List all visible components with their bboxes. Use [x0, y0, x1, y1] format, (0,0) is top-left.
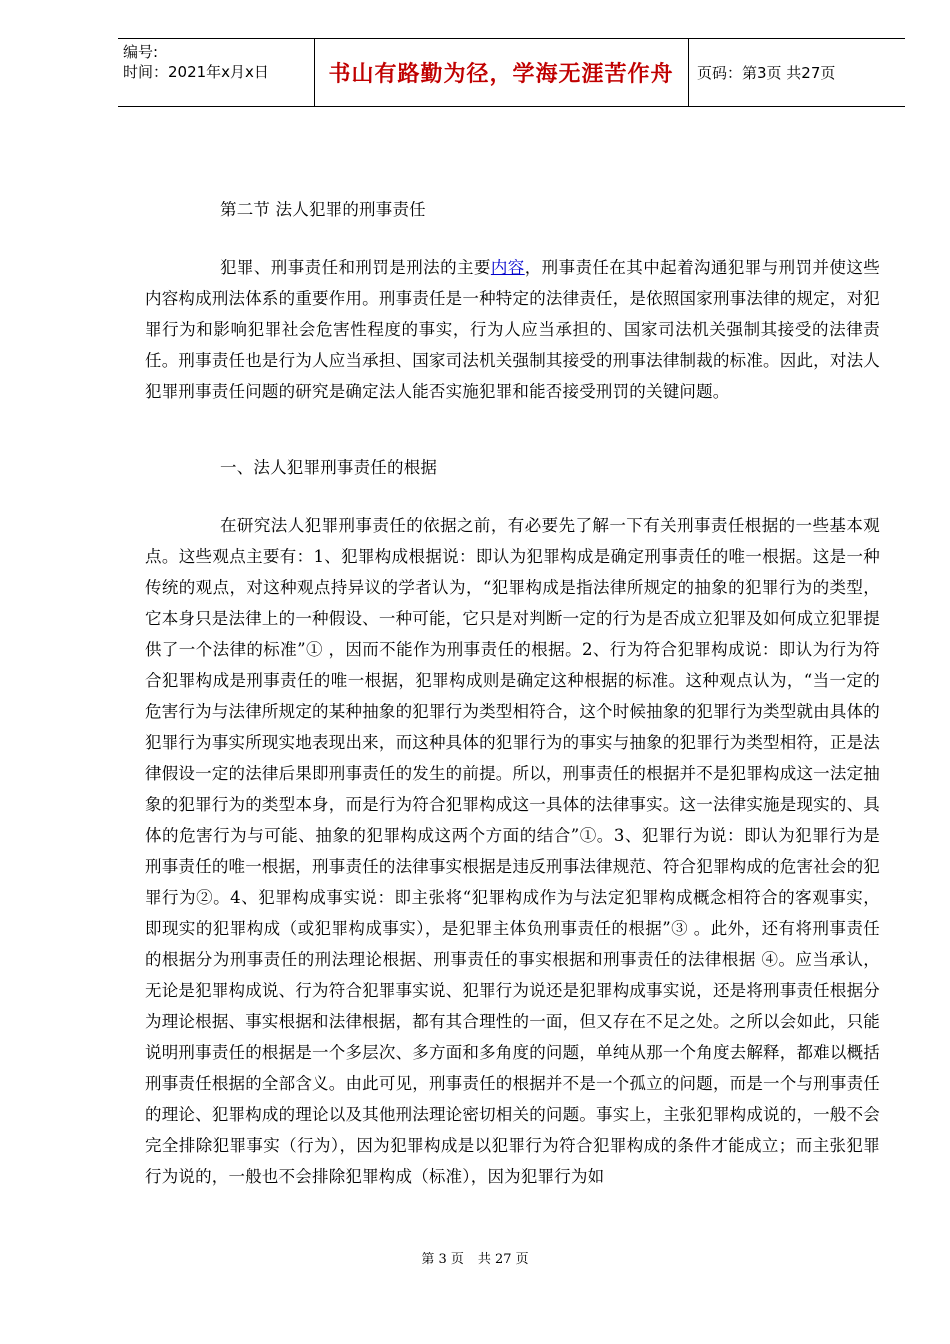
paragraph-intro-text-start: 犯罪、刑事责任和刑罚是刑法的主要: [220, 258, 491, 277]
header-divider-right: [688, 38, 689, 106]
header-meta: [123, 42, 311, 82]
header-bottom-rule: [118, 106, 905, 107]
paragraph-basis: 在研究法人犯罪刑事责任的依据之前，有必要先了解一下有关刑事责任根据的一些基本观点。这些观点主要有：1、犯罪构成根据说：即认为犯罪构成是确定刑事责任的唯一根据。这是一种传统的观点，对这种观点持异议的学者认为，“犯罪构成是指法律所规定的抽象的犯罪行为的类型，它本身只是法律上的一种假设、一种可能，它只是对判断一定的行为是否成立犯罪及如何成立犯罪提供了一个法律的标准”① ，因而不能作为刑事责任的根据。2、行为符合犯罪构成说：即认为行为符合犯罪构成是刑事责任的唯一根据，犯罪构成则是确定这种根据的标准。这种观点认为，“当一定的危害行为与法律所规定的某种抽象的犯罪行为类型相符合，这个时候抽象的犯罪行为类型就由具体的犯罪行为事实所现实地表现出来，而这种具体的犯罪行为的事实与抽象的犯罪行为类型相符，正是法律假设一定的法律后果即刑事责任的发生的前提。所以，刑事责任的根据并不是犯罪构成这一法定抽象的犯罪行为的类型本身，而是行为符合犯罪构成这一具体的法律事实。这一法律实施是现实的、具体的危害行为与可能、抽象的犯罪构成这两个方面的结合”①。3、犯罪行为说：即认为犯罪行为是刑事责任的唯一根据，刑事责任的法律事实根据是违反刑事法律规范、符合犯罪构成的危害社会的犯罪行为②。4、犯罪构成事实说：即主张将“犯罪构成作为与法定犯罪构成概念相符合的客观事实，即现实的犯罪构成（或犯罪构成事实），是犯罪主体负刑事责任的根据”③ 。此外，还有将刑事责任的根据分为刑事责任的刑法理论根据、刑事责任的事实根据和刑事责任的法律根据 ④。应当承认，无论是犯罪构成说、行为符合犯罪事实说、犯罪行为说还是犯罪构成事实说，还是将刑事责任根据分为理论根据、事实根据和法律根据，都有其合理性的一面，但又存在不足之处。之所以会如此，只能说明刑事责任的根据是一个多层次、多方面和多角度的问题，单纯从那一个角度去解释，都难以概括刑事责任根据的全部含义。由此可见，刑事责任的根据并不是一个孤立的问题，而是一个与刑事责任的理论、犯罪构成的理论以及其他刑法理论密切相关的问题。事实上，主张犯罪构成说的，一般不会完全排除犯罪事实（行为），因为犯罪构成是以犯罪行为符合犯罪构成的条件才能成立；而主张犯罪行为说的，一般也不会排除犯罪构成（标准），因为犯罪行为如: [145, 516, 880, 1186]
content-link[interactable]: 内容: [490, 258, 525, 277]
document-time: 时间：2021年x月x日: [123, 63, 269, 81]
header-motto: 书山有路勤为径，学海无涯苦作舟: [328, 61, 674, 87]
document-code-label: 编号:: [123, 43, 159, 61]
paragraph-intro: [145, 252, 880, 407]
subsection-heading: 一、法人犯罪刑事责任的根据: [220, 458, 438, 477]
paragraph-intro-text-end: ，刑事责任在其中起着沟通犯罪与刑罚并使这些内容构成刑法体系的重要作用。刑事责任是一种特定的法律责任，是依照国家刑事法律的规定，对犯罪行为和影响犯罪社会危害性程度的事实，行为人应当承担的、国家司法机关强制其接受的法律责任。刑事责任也是行为人应当承担、国家司法机关强制其接受的刑事法律制裁的标准。因此，对法人犯罪刑事责任问题的研究是确定法人能否实施犯罪和能否接受刑罚的关键问题。: [145, 258, 880, 401]
footer-current-page: 第 3 页: [421, 1252, 464, 1267]
header-page-code: 页码：第3页 共27页: [697, 64, 836, 82]
page-footer: [0, 1248, 950, 1267]
section-title: 第二节 法人犯罪的刑事责任: [220, 200, 426, 219]
footer-total-pages: 共 27 页: [477, 1252, 529, 1267]
